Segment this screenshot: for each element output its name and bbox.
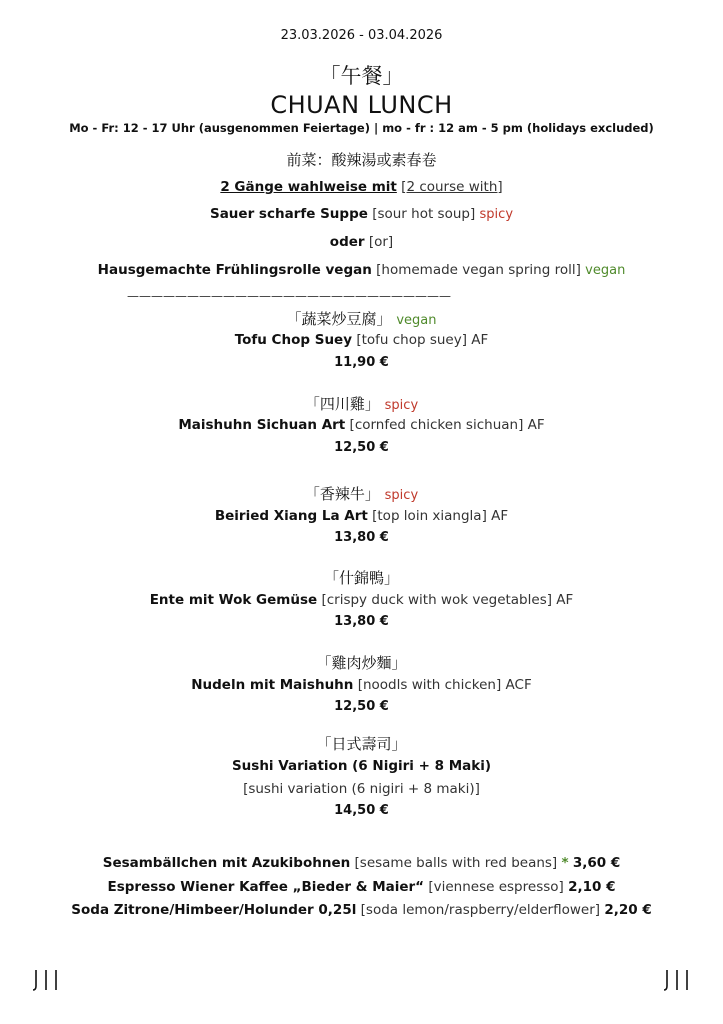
roll-en: [homemade vegan spring roll]: [376, 262, 581, 278]
dish-name-de: Ente mit Wok Gemüse: [149, 592, 318, 608]
page-title: CHUAN LUNCH: [270, 91, 453, 119]
three-lines-logo-icon: [33, 968, 59, 992]
dish-name-de: Nudeln mit Maishuhn: [191, 677, 354, 693]
extra-price: 2,20 €: [604, 902, 652, 918]
vegan-tag: vegan: [396, 313, 437, 328]
dish-name-de: Beiried Xiang La Art: [214, 508, 368, 524]
course-de: 2 Gänge wahlweise mit: [220, 179, 397, 195]
allergens: ACF: [505, 677, 532, 693]
dish-price: 12,50 €: [334, 699, 389, 714]
date-range: 23.03.2026 - 03.04.2026: [280, 28, 443, 43]
soup-de: Sauer scharfe Suppe: [209, 206, 368, 222]
extra-price: 3,60 €: [572, 855, 621, 871]
dish-name-de: Tofu Chop Suey: [234, 332, 353, 348]
roll-de: Hausgemachte Frühlingsrolle vegan: [97, 262, 372, 278]
dish-name-en: [tofu chop suey]: [356, 332, 467, 348]
dish-price: 13,80 €: [334, 614, 389, 629]
dish-chinese: 「日式壽司」: [316, 735, 407, 753]
dish-price: 12,50 €: [334, 440, 389, 455]
dish-name-en: [noodls with chicken]: [357, 677, 502, 693]
soup-en: [sour hot soup]: [372, 206, 476, 222]
dish-name-en: [cornfed chicken sichuan]: [349, 417, 524, 433]
extra-name-de: Espresso Wiener Kaffee „Bieder & Maier“: [107, 879, 425, 895]
extra-item: [0, 880, 723, 896]
allergens: AF: [471, 332, 489, 348]
dish-name-en: [crispy duck with wok vegetables]: [321, 592, 552, 608]
dish-name-line: [0, 418, 723, 434]
starter-course-line: [0, 180, 723, 196]
dish-name-line: [0, 333, 723, 349]
extra-price: 2,10 €: [568, 879, 616, 895]
dish-chinese: 「雞肉炒麵」: [316, 654, 407, 672]
extra-name-en: [viennese espresso]: [428, 879, 564, 895]
starter-or-line: [0, 235, 723, 251]
dish-name-line: [0, 593, 723, 609]
opening-hours: Mo - Fr: 12 - 17 Uhr (ausgenommen Feiertage) | mo - fr : 12 am - 5 pm (holidays excluded): [69, 121, 654, 135]
three-lines-logo-icon: [664, 968, 690, 992]
dish-chinese-name: 「香辣牛」: [304, 485, 380, 503]
extra-name-en: [sesame balls with red beans]: [354, 855, 558, 871]
spicy-tag: spicy: [479, 207, 514, 222]
extra-item: [0, 856, 723, 872]
allergens: AF: [527, 417, 545, 433]
dish-name-en: [sushi variation (6 nigiri + 8 maki)]: [243, 781, 480, 797]
vegan-tag: vegan: [585, 263, 626, 278]
dish-chinese-name: 「四川雞」: [304, 395, 380, 413]
spicy-tag: spicy: [384, 398, 419, 413]
chinese-title: 「午餐」: [319, 64, 404, 88]
allergens: AF: [491, 508, 509, 524]
dish-name-de: Sushi Variation (6 Nigiri + 8 Maki): [231, 758, 492, 774]
dish-chinese: [0, 311, 723, 329]
allergens: AF: [556, 592, 574, 608]
extra-item: [0, 903, 723, 919]
dish-chinese-name: 「蔬菜炒豆腐」: [286, 310, 392, 328]
course-en: [2 course with]: [401, 179, 503, 195]
dish-chinese: [0, 486, 723, 504]
dish-price: 11,90 €: [334, 355, 389, 370]
dish-name-line: [0, 509, 723, 525]
extra-name-de: Sesambällchen mit Azukibohnen: [102, 855, 351, 871]
extra-name-en: [soda lemon/raspberry/elderflower]: [360, 902, 601, 918]
dish-chinese: 「什錦鴨」: [323, 569, 399, 587]
starter-chinese: 前菜：酸辣湯或素春卷: [286, 151, 437, 169]
dish-chinese: [0, 396, 723, 414]
starter-soup-line: [0, 207, 723, 223]
spicy-tag: spicy: [384, 488, 419, 503]
dish-name-en: [top loin xiangla]: [372, 508, 487, 524]
asterisk-mark: *: [561, 855, 569, 871]
starter-roll-line: [0, 263, 723, 279]
or-de: oder: [329, 234, 365, 250]
dish-price: 14,50 €: [334, 803, 389, 818]
or-en: [or]: [368, 234, 394, 250]
dish-name-line: [0, 678, 723, 694]
dish-price: 13,80 €: [334, 530, 389, 545]
extra-name-de: Soda Zitrone/Himbeer/Holunder 0,25l: [71, 902, 357, 918]
dish-name-de: Maishuhn Sichuan Art: [178, 417, 346, 433]
section-divider: ———————————————————————————: [127, 289, 451, 303]
